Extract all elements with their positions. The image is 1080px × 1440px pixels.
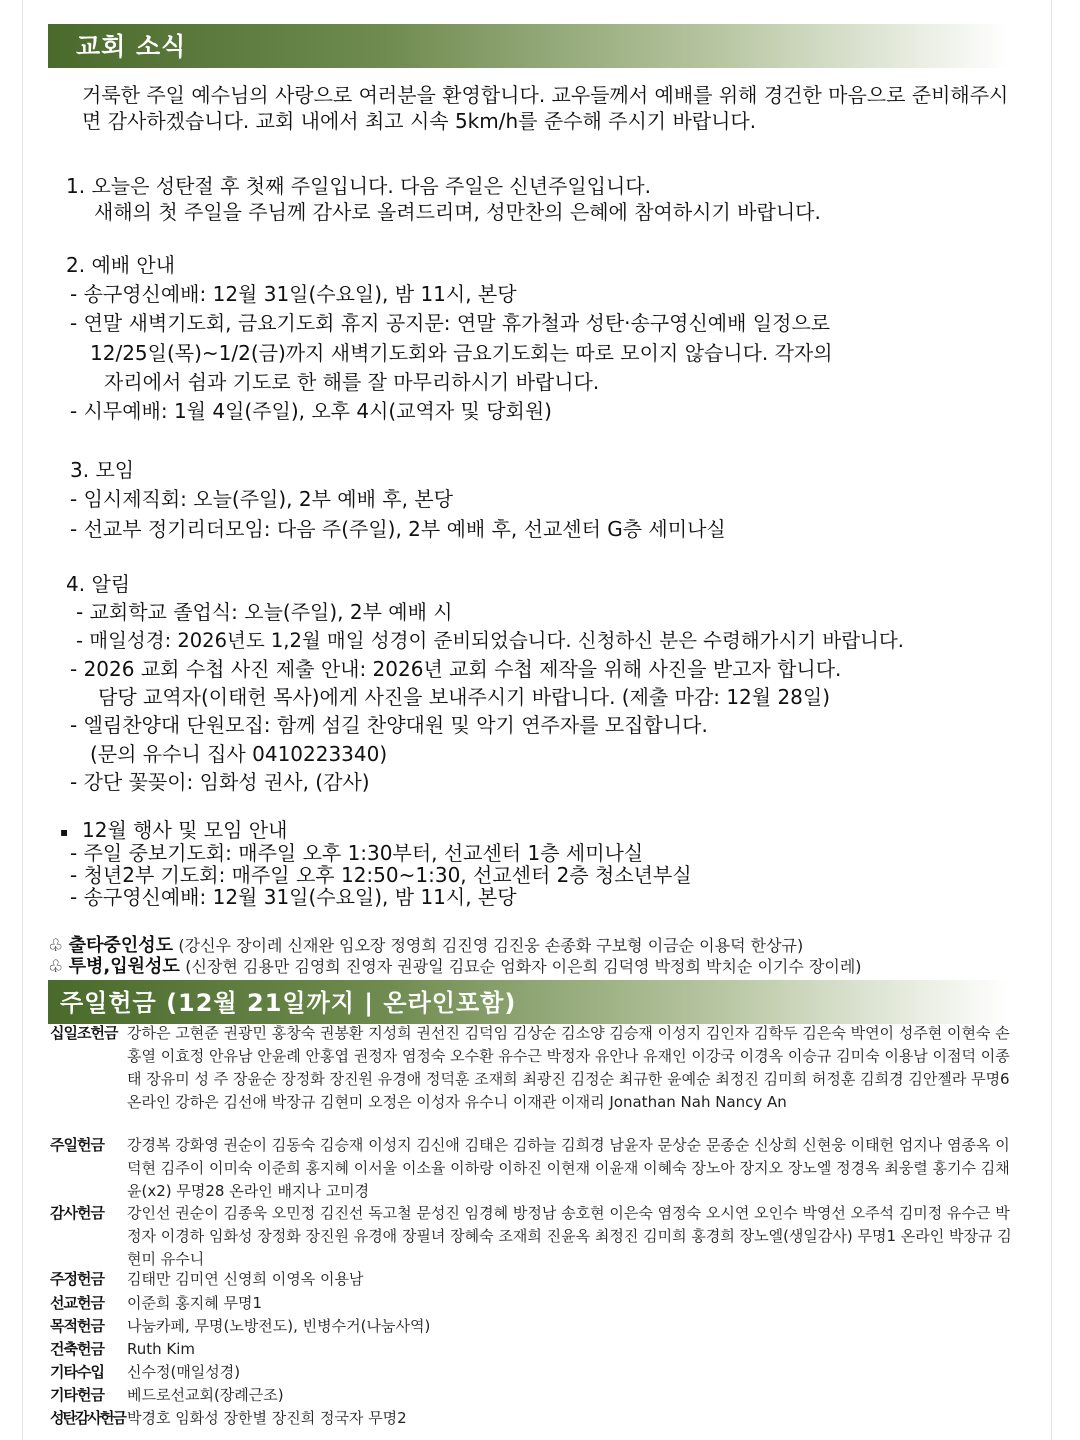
offering-label: 목적헌금 <box>50 1317 104 1335</box>
offering-names: 강경복 강화영 권순이 김동숙 김승재 이성지 김신애 김태은 김하늘 김희경 남윤자 문상순 문종순 신상희 신현웅 이태헌 엄지나 염종옥 이덕현 김주이 이미숙 이준희 홍지혜 이서울 이소율 이하랑 이하진 이현재 이윤재 이혜숙 장노아 장지오 장노엘 정경옥 최웅렬 홍기수 김채윤(x2) 무명28 온라인 배지나 고미경 <box>127 1136 1010 1200</box>
news-banner <box>48 24 1008 68</box>
section2-line: - 연말 새벽기도회, 금요기도회 휴지 공지문: 연말 휴가철과 성탄·송구영신예배 일정으로 <box>70 311 831 335</box>
offering-label: 주정헌금 <box>50 1270 104 1288</box>
section1-line: 새해의 첫 주일을 주님께 감사로 올려드리며, 성만찬의 은혜에 참여하시기 바랍니다. <box>94 200 821 224</box>
section4-line: - 강단 꽃꽂이: 임화성 권사, (감사) <box>70 770 370 794</box>
offering-names: 김태만 김미연 신영희 이영옥 이용남 <box>127 1270 364 1288</box>
offering-label: 주일헌금 <box>50 1136 104 1154</box>
sick-label: 투병,입원성도 <box>68 956 180 977</box>
section2-line: - 시무예배: 1월 4일(주일), 오후 4시(교역자 및 당회원) <box>70 399 552 423</box>
square-bullet-icon: ▪ <box>60 825 69 839</box>
offering-banner <box>48 980 1008 1024</box>
offering-names: 강하은 고현준 권광민 홍창숙 권봉환 지성희 권선진 김덕임 김상순 김소양 김승재 이성지 김인자 김학두 김은숙 박연이 성주현 이현숙 손홍열 이효정 안유남 안윤례 안홍엽 권정자 염정숙 오수환 유수근 박정자 유안나 유재인 이강국 이경옥 이승규 김미숙 이용남 이점덕 이종태 장유미 성 주 장윤순 장정화 장진원 유경애 정덕훈 조재희 최광진 김정순 최규한 윤예순 최정진 김미희 허정훈 김희경 김안젤라 무명6 온라인 강하은 김선애 박장규 김현미 오정은 이성자 유수니 이재관 이재리 Jonathan Nah Nancy An <box>127 1024 1010 1111</box>
december-event-line: - 청년2부 기도회: 매주일 오후 12:50~1:30, 선교센터 2층 청소년부실 <box>70 863 692 887</box>
offering-names: 강인선 권순이 김종욱 오민정 김진선 독고철 문성진 임경혜 방정남 송호현 이은숙 염정숙 오시연 오인수 박영선 오주석 김미정 유수근 박정자 이경하 임화성 장정화 장진원 유경애 장필녀 장혜숙 조재희 진윤옥 최정진 김미희 홍경희 장노엘(생일감사) 무명1 온라인 박장규 김현미 유수니 <box>127 1204 1012 1268</box>
sick-names: (신장현 김용만 김영희 진영자 권광일 김묘순 엄화자 이은희 김덕영 박정희 박치순 이기수 장이레) <box>185 957 862 976</box>
december-event-line: - 송구영신예배: 12월 31일(수요일), 밤 11시, 본당 <box>70 885 517 909</box>
section2-line: 12/25일(목)~1/2(금)까지 새벽기도회와 금요기도회는 따로 모이지 않습니다. 각자의 <box>90 341 833 365</box>
december-event-line: - 주일 중보기도회: 매주일 오후 1:30부터, 선교센터 1층 세미나실 <box>70 841 644 865</box>
section4-line: - 2026 교회 수첩 사진 제출 안내: 2026년 교회 수첩 제작을 위해 사진을 받고자 합니다. <box>70 657 842 681</box>
news-title: 교회 소식 <box>76 32 187 61</box>
offering-label: 성탄감사헌금 <box>50 1409 125 1427</box>
prayer-sick <box>48 956 862 978</box>
section4-line: - 매일성경: 2026년도 1,2월 매일 성경이 준비되었습니다. 신청하신 분은 수령해가시기 바랍니다. <box>76 629 904 652</box>
offering-label: 기타헌금 <box>50 1386 104 1404</box>
away-names: (강신우 장이레 신재완 임오장 정영희 김진영 김진웅 손종화 구보형 이금순 이용덕 한상규) <box>178 936 804 955</box>
section2-title: 2. 예배 안내 <box>66 253 176 277</box>
offering-label: 선교헌금 <box>50 1294 104 1312</box>
section4-title: 4. 알림 <box>66 572 131 596</box>
offering-label: 기타수입 <box>50 1363 104 1381</box>
offering-label: 감사헌금 <box>50 1204 104 1222</box>
offering-names: 베드로선교회(장례근조) <box>127 1386 284 1404</box>
prayer-away <box>48 935 803 957</box>
december-events-title: 12월 행사 및 모임 안내 <box>82 818 288 842</box>
offering-names: 나눔카페, 무명(노방전도), 빈병수거(나눔사역) <box>127 1317 431 1335</box>
offering-names: 신수정(매일성경) <box>127 1363 241 1381</box>
section3-line: - 임시제직회: 오늘(주일), 2부 예배 후, 본당 <box>70 487 453 511</box>
offering-title: 주일헌금 (12월 21일까지 | 온라인포함) <box>60 989 517 1017</box>
offering-names: 이준희 홍지혜 무명1 <box>127 1294 263 1312</box>
offering-names: 박경호 임화성 장한별 장진희 정국자 무명2 <box>127 1409 407 1427</box>
offering-label: 건축헌금 <box>50 1340 104 1358</box>
welcome-paragraph: 거룩한 주일 예수님의 사랑으로 여러분을 환영합니다. 교우들께서 예배를 위해 경건한 마음으로 준비해주시면 감사하겠습니다. 교회 내에서 최고 시속 5km/h를 준수해 주시기 바랍니다. <box>82 83 1009 133</box>
section2-line: - 송구영신예배: 12월 31일(수요일), 밤 11시, 본당 <box>70 282 517 306</box>
section4-line: (문의 유수니 집사 0410223340) <box>90 742 388 766</box>
section3-line: - 선교부 정기리더모임: 다음 주(주일), 2부 예배 후, 선교센터 G층 세미나실 <box>70 517 726 541</box>
section2-line: 자리에서 쉼과 기도로 한 해를 잘 마무리하시기 바랍니다. <box>104 370 600 394</box>
clover-icon: ♧ <box>48 936 64 956</box>
offering-label: 십일조헌금 <box>50 1024 118 1042</box>
section4-line: - 교회학교 졸업식: 오늘(주일), 2부 예배 시 <box>76 600 453 624</box>
section3-title: 3. 모임 <box>70 458 135 482</box>
section4-line: 담당 교역자(이태헌 목사)에게 사진을 보내주시기 바랍니다. (제출 마감: 12월 28일) <box>98 685 831 709</box>
section4-line: - 엘림찬양대 단원모집: 함께 섬길 찬양대원 및 악기 연주자를 모집합니다. <box>70 713 708 737</box>
section1-title: 1. 오늘은 성탄절 후 첫째 주일입니다. 다음 주일은 신년주일입니다. <box>66 174 651 198</box>
offering-names: Ruth Kim <box>127 1340 196 1358</box>
clover-icon: ♧ <box>48 957 64 977</box>
away-label: 출타중인성도 <box>68 935 173 956</box>
